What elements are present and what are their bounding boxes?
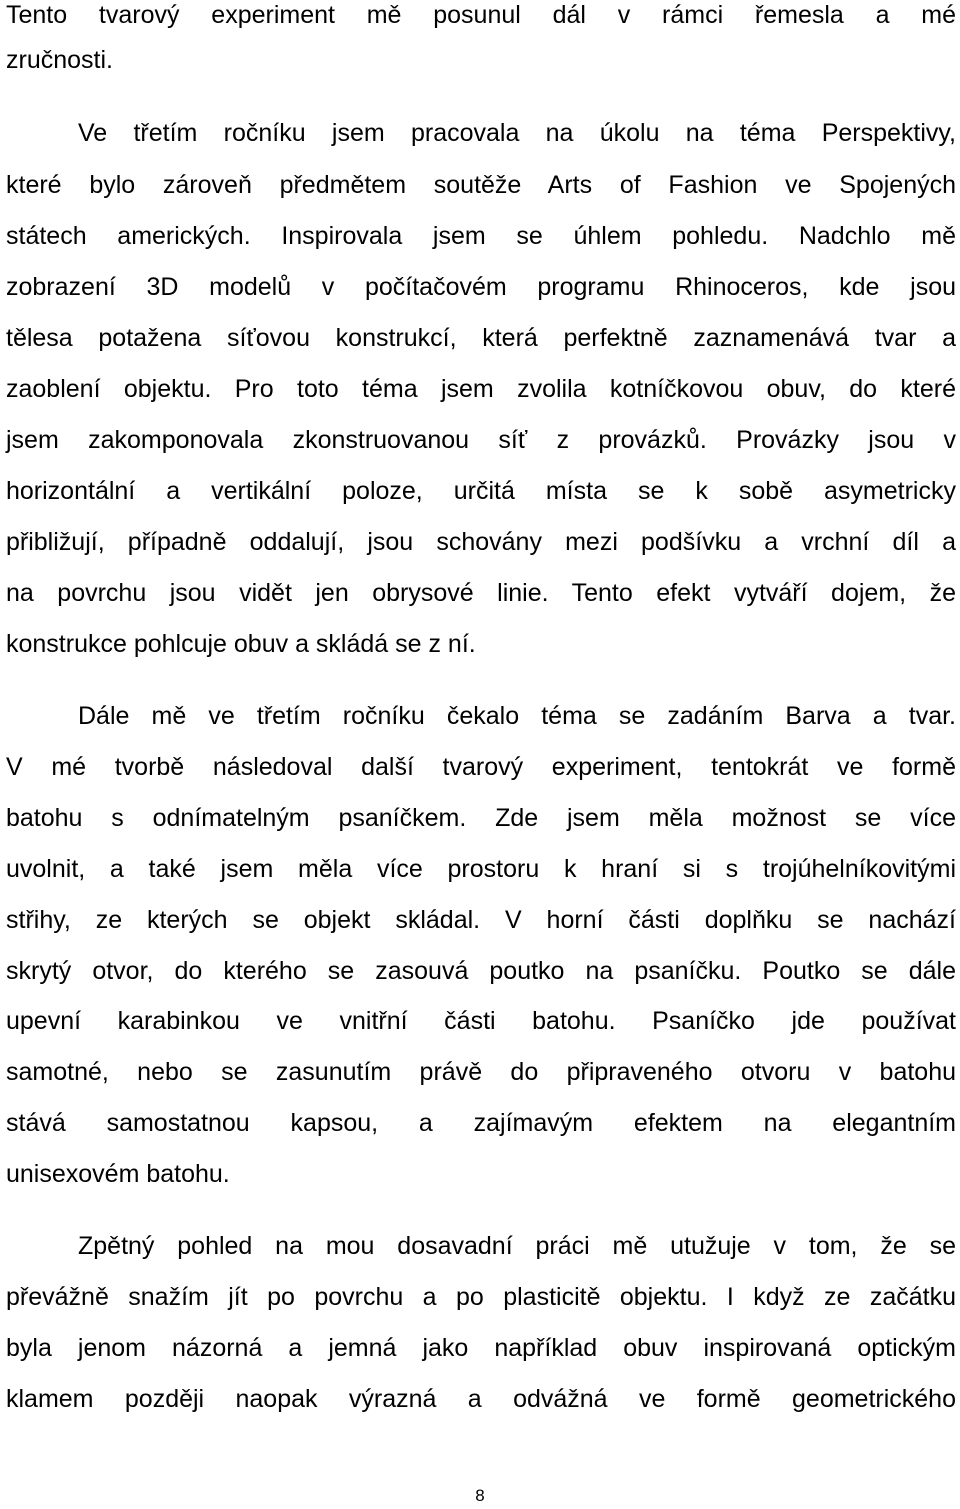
paragraph-4-line-1: Zpětný pohled na mou dosavadní práci mě utužuje v tom, že se: [78, 1232, 956, 1260]
paragraph-3-line-8: samotné, nebo se zasunutím právě do připraveného otvoru v batohu: [6, 1058, 956, 1086]
paragraph-4-line-2: převážně snažím jít po povrchu a po plasticitě objektu. I když ze začátku: [6, 1283, 956, 1311]
paragraph-3-line-4: uvolnit, a také jsem měla více prostoru k hraní si s trojúhelníkovitými: [6, 855, 956, 883]
paragraph-1-line-1: Tento tvarový experiment mě posunul dál v rámci řemesla a mé: [6, 1, 956, 29]
page-number: 8: [475, 1486, 485, 1505]
paragraph-3-line-7: upevní karabinkou ve vnitřní části batohu. Psaníčko jde používat: [6, 1007, 956, 1035]
paragraph-3-line-9: stává samostatnou kapsou, a zajímavým efektem na elegantním: [6, 1109, 956, 1137]
paragraph-3-line-2: V mé tvorbě následoval další tvarový experiment, tentokrát ve formě: [6, 753, 956, 781]
paragraph-3-line-3: batohu s odnímatelným psaníčkem. Zde jsem měla možnost se více: [6, 804, 956, 832]
paragraph-3-line-10: unisexovém batohu.: [6, 1160, 230, 1188]
paragraph-1-line-2: zručnosti.: [6, 46, 113, 74]
paragraph-2-line-2: které bylo zároveň předmětem soutěže Arts of Fashion ve Spojených: [6, 171, 956, 199]
paragraph-2-line-7: jsem zakomponovala zkonstruovanou síť z provázků. Provázky jsou v: [6, 426, 956, 454]
paragraph-2-line-11: konstrukce pohlcuje obuv a skládá se z ní.: [6, 630, 476, 658]
paragraph-2-line-1: Ve třetím ročníku jsem pracovala na úkolu na téma Perspektivy,: [78, 119, 956, 147]
paragraph-4-line-4: klamem později naopak výrazná a odvážná ve formě geometrického: [6, 1385, 956, 1413]
paragraph-3-line-6: skrytý otvor, do kterého se zasouvá poutko na psaníčku. Poutko se dále: [6, 957, 956, 985]
paragraph-3-line-1: Dále mě ve třetím ročníku čekalo téma se zadáním Barva a tvar.: [78, 702, 956, 730]
paragraph-2-line-5: tělesa potažena síťovou konstrukcí, která perfektně zaznamenává tvar a: [6, 324, 956, 352]
paragraph-4-line-3: byla jenom názorná a jemná jako například obuv inspirovaná optickým: [6, 1334, 956, 1362]
paragraph-3-line-5: střihy, ze kterých se objekt skládal. V horní části doplňku se nachází: [6, 906, 956, 934]
paragraph-2-line-8: horizontální a vertikální poloze, určitá místa se k sobě asymetricky: [6, 477, 956, 505]
paragraph-2-line-6: zaoblení objektu. Pro toto téma jsem zvolila kotníčkovou obuv, do které: [6, 375, 956, 403]
paragraph-2-line-3: státech amerických. Inspirovala jsem se úhlem pohledu. Nadchlo mě: [6, 222, 956, 250]
paragraph-2-line-9: přibližují, případně oddalují, jsou schovány mezi podšívku a vrchní díl a: [6, 528, 956, 556]
paragraph-2-line-10: na povrchu jsou vidět jen obrysové linie. Tento efekt vytváří dojem, že: [6, 579, 956, 607]
paragraph-2-line-4: zobrazení 3D modelů v počítačovém programu Rhinoceros, kde jsou: [6, 273, 956, 301]
